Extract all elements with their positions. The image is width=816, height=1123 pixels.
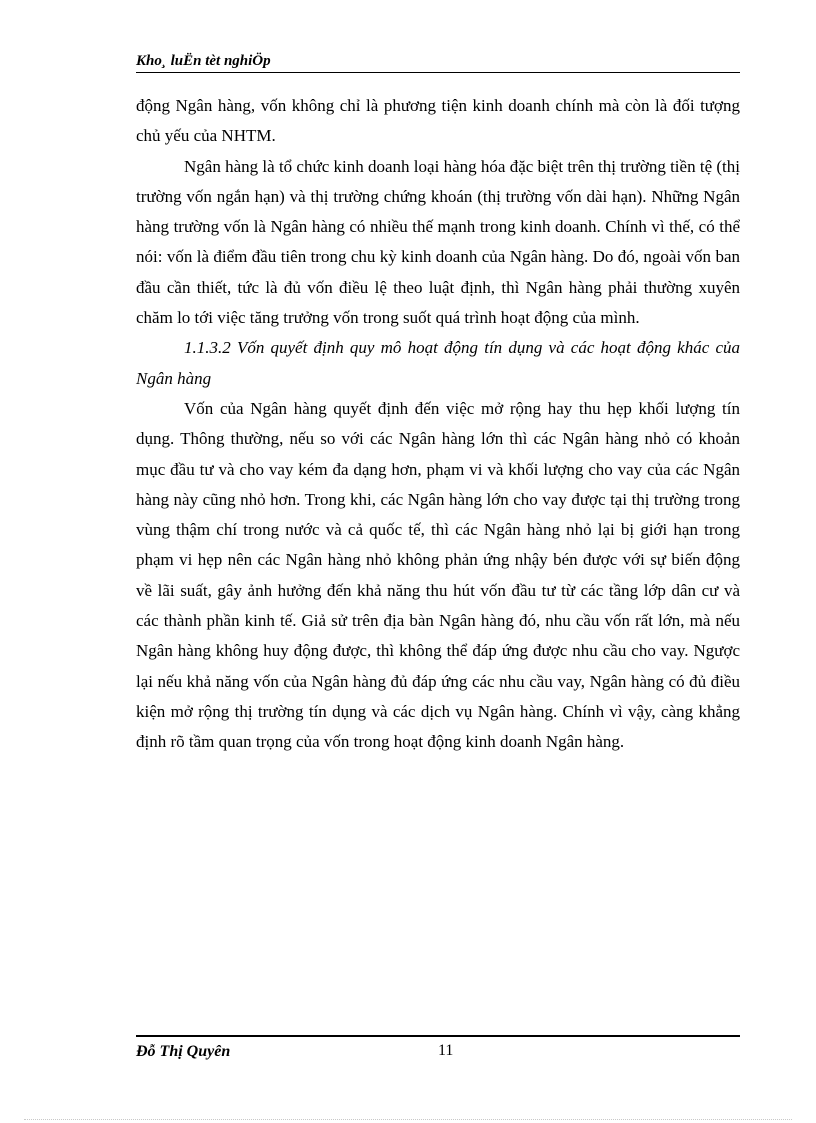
page-header	[136, 52, 740, 73]
section-heading: 1.1.3.2 Vốn quyết định quy mô hoạt động tín dụng và các hoạt động khác của Ngân hàng	[136, 338, 740, 388]
header-title: Kho¸ luËn tèt nghiÖp	[136, 53, 271, 69]
paragraph: Vốn của Ngân hàng quyết định đến việc mở rộng hay thu hẹp khối lượng tín dụng. Thông thường, nếu so với các Ngân hàng lớn thì các Ngân hàng nhỏ có khoản mục đầu tư và cho vay kém đa dạng hơn, phạm vi và khối lượng cho vay của các Ngân hàng này cũng nhỏ hơn. Trong khi, các Ngân hàng lớn cho vay được tại thị trường trong vùng thậm chí trong nước và cả quốc tế, thì các Ngân hàng nhỏ lại bị giới hạn trong phạm vi hẹp nên các Ngân hàng nhỏ không phản ứng nhậy bén được với sự biến động về lãi suất, gây ảnh hưởng đến khả năng thu hút vốn đầu tư từ các tầng lớp dân cư và các thành phần kinh tế. Giả sử trên địa bàn Ngân hàng đó, nhu cầu vốn rất lớn, mà nếu Ngân hàng không huy động được, thì không thể đáp ứng được nhu cầu cho vay. Ngược lại nếu khả năng vốn của Ngân hàng đủ đáp ứng các nhu cầu vay, Ngân hàng có đủ điều kiện mở rộng thị trường tín dụng và các dịch vụ Ngân hàng. Chính vì vậy, càng khẳng định rõ tầm quan trọng của vốn trong hoạt động kinh doanh Ngân hàng.	[136, 398, 740, 752]
footer-author: Đỗ Thị Quyên	[136, 1043, 231, 1060]
document-body	[136, 91, 740, 758]
paragraph-continuation: động Ngân hàng, vốn không chỉ là phương tiện kinh doanh chính mà còn là đối tượng chủ yếu của NHTM.	[136, 96, 740, 146]
page-number: 11	[438, 1042, 454, 1059]
page-footer	[136, 1035, 740, 1067]
page-edge-divider	[24, 1119, 792, 1120]
paragraph: Ngân hàng là tổ chức kinh doanh loại hàng hóa đặc biệt trên thị trường tiền tệ (thị trường vốn ngắn hạn) và thị trường chứng khoán (thị trường vốn dài hạn). Những Ngân hàng trường vốn là Ngân hàng có nhiều thế mạnh trong kinh doanh. Chính vì thế, có thể nói: vốn là điểm đầu tiên trong chu kỳ kinh doanh của Ngân hàng. Do đó, ngoài vốn ban đầu cần thiết, tức là đủ vốn điều lệ theo luật định, thì Ngân hàng phải thường xuyên chăm lo tới việc tăng trưởng vốn trong suốt quá trình hoạt động của mình.	[136, 156, 740, 328]
